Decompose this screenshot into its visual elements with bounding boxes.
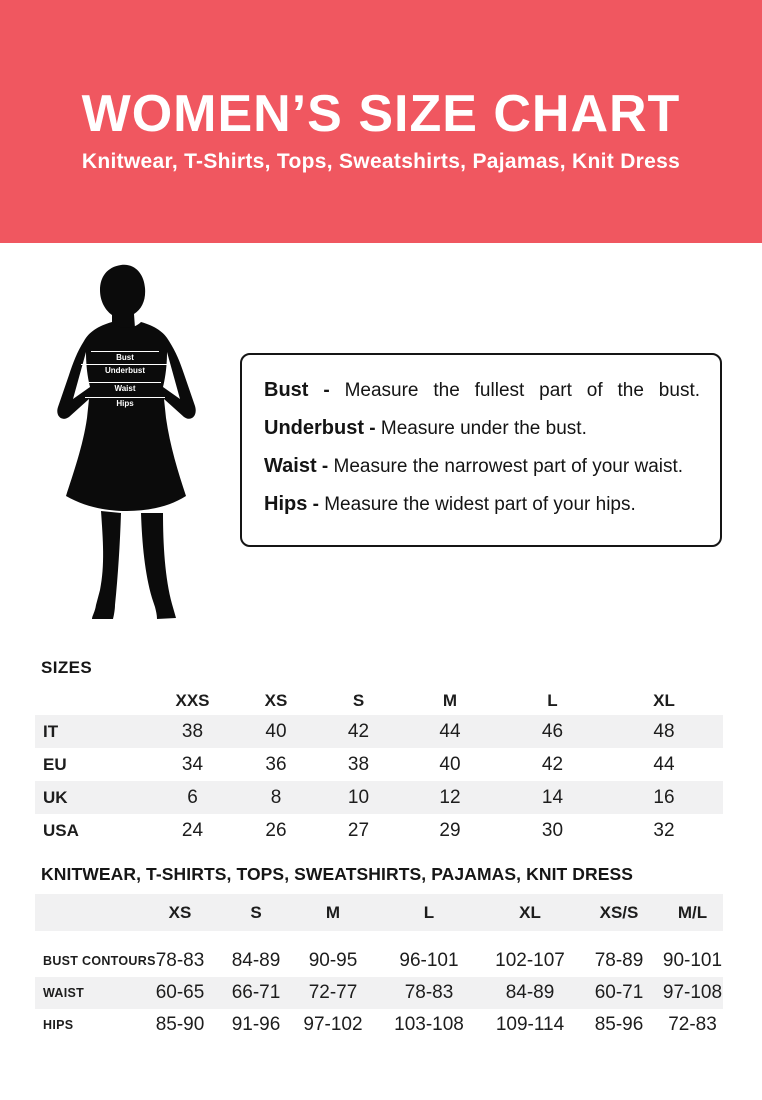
range-cell: 97-108 <box>662 982 723 1003</box>
range-cell: 85-96 <box>594 1014 644 1035</box>
table-row-it <box>35 715 723 748</box>
dash-separator: - <box>323 380 330 401</box>
sizes-header-row <box>35 687 723 715</box>
page-subtitle: Knitwear, T-Shirts, Tops, Sweatshirts, Pajamas, Knit Dress <box>81 149 681 173</box>
size-cell: 42 <box>541 753 564 775</box>
range-cell: 72-83 <box>668 1014 717 1035</box>
instruction-bust-term: Bust <box>264 379 309 401</box>
col-header: L <box>423 902 435 922</box>
col-header: XL <box>653 691 675 710</box>
row-label: EU <box>43 754 67 774</box>
size-cell: 38 <box>181 720 204 742</box>
instruction-bust-text: Measure the fullest part of the bust. <box>344 380 701 401</box>
row-label: BUST CONTOURS <box>43 954 156 968</box>
row-label: UK <box>43 787 68 807</box>
range-cell: 96-101 <box>399 950 459 971</box>
col-header: XS <box>264 691 288 710</box>
size-cell: 16 <box>653 786 675 808</box>
dash-separator: - <box>321 456 329 477</box>
size-cell: 44 <box>439 720 461 742</box>
row-label: USA <box>43 820 79 840</box>
instruction-hips-text: Measure the widest part of your hips. <box>324 494 636 515</box>
size-cell: 42 <box>347 720 370 742</box>
row-label: HIPS <box>43 1018 74 1032</box>
size-cell: 8 <box>270 786 282 808</box>
row-label: WAIST <box>43 986 85 1000</box>
figure-silhouette <box>45 260 225 622</box>
range-cell: 103-108 <box>394 1014 464 1035</box>
range-cell: 90-95 <box>308 950 358 971</box>
knitwear-heading: KNITWEAR, T-SHIRTS, TOPS, SWEATSHIRTS, PAJAMAS, KNIT DRESS <box>41 864 634 884</box>
col-header: M <box>442 691 458 710</box>
range-cell: 84-89 <box>231 950 281 971</box>
table-row-eu <box>35 748 723 781</box>
size-cell: 38 <box>347 753 370 775</box>
instruction-hips <box>264 493 700 516</box>
size-cell: 32 <box>653 819 675 841</box>
measurement-instructions-box <box>240 353 722 547</box>
range-cell: 72-77 <box>308 982 358 1003</box>
empty-cell <box>35 894 140 931</box>
range-cell: 85-90 <box>155 1014 205 1035</box>
woman-silhouette-image <box>45 260 225 622</box>
dash-separator: - <box>312 494 319 515</box>
header-banner <box>0 0 762 243</box>
col-header: XS/S <box>599 902 639 922</box>
range-cell: 97-102 <box>303 1014 363 1035</box>
col-header: XS <box>168 902 192 922</box>
empty-cell <box>35 687 150 715</box>
size-cell: 40 <box>439 753 461 775</box>
size-cell: 36 <box>265 753 287 775</box>
range-cell: 84-89 <box>505 982 555 1003</box>
size-cell: 14 <box>541 786 564 808</box>
size-cell: 40 <box>265 720 287 742</box>
spacer-row <box>35 931 723 945</box>
col-header: M <box>325 902 341 922</box>
instruction-underbust-term: Underbust <box>264 417 364 439</box>
size-cell: 46 <box>541 720 564 742</box>
size-cell: 12 <box>439 786 461 808</box>
range-cell: 60-65 <box>155 982 205 1003</box>
instruction-waist-term: Waist <box>264 455 317 477</box>
knitwear-section <box>35 864 723 1041</box>
col-header: M/L <box>677 902 708 922</box>
table-row-hips <box>35 1009 723 1041</box>
range-cell: 78-89 <box>594 950 644 971</box>
size-cell: 30 <box>541 819 564 841</box>
figure-label-bust: Bust <box>91 351 159 363</box>
col-header: XXS <box>175 691 210 710</box>
col-header: L <box>547 691 558 710</box>
range-cell: 102-107 <box>495 950 565 971</box>
table-row-bust-contours <box>35 945 723 977</box>
size-cell: 6 <box>187 786 198 808</box>
range-cell: 78-83 <box>404 982 454 1003</box>
range-cell: 66-71 <box>231 982 281 1003</box>
size-cell: 26 <box>265 819 287 841</box>
range-cell: 109-114 <box>495 1014 565 1035</box>
sizes-table <box>35 687 723 847</box>
row-label: IT <box>43 721 59 741</box>
size-cell: 34 <box>181 753 204 775</box>
col-header: S <box>250 902 262 922</box>
knitwear-table <box>35 894 723 1041</box>
table-row-waist <box>35 977 723 1009</box>
instruction-waist-text: Measure the narrowest part of your waist. <box>333 456 684 477</box>
instruction-waist <box>264 455 700 478</box>
figure-label-hips: Hips <box>85 397 165 409</box>
range-cell: 90-101 <box>662 950 723 971</box>
size-cell: 27 <box>347 819 370 841</box>
sizes-heading: SIZES <box>41 658 93 677</box>
table-row-uk <box>35 781 723 814</box>
figure-label-waist: Waist <box>89 382 161 394</box>
table-row-usa <box>35 814 723 847</box>
sizes-section <box>35 658 723 847</box>
range-cell: 60-71 <box>594 982 644 1003</box>
range-cell: 91-96 <box>231 1014 281 1035</box>
col-header: XL <box>519 902 541 922</box>
size-cell: 44 <box>653 753 675 775</box>
page-title: WOMEN’S SIZE CHART <box>81 85 681 144</box>
size-cell: 48 <box>653 720 675 742</box>
range-cell: 78-83 <box>155 950 205 971</box>
knitwear-header-row <box>35 894 723 931</box>
size-cell: 24 <box>181 819 204 841</box>
dash-separator: - <box>369 418 376 439</box>
size-cell: 29 <box>439 819 461 841</box>
figure-label-underbust: Underbust <box>81 364 169 376</box>
instruction-underbust-text: Measure under the bust. <box>380 418 587 439</box>
instruction-underbust <box>264 417 700 440</box>
instruction-hips-term: Hips <box>264 493 308 515</box>
col-header: S <box>352 691 365 710</box>
size-cell: 10 <box>347 786 370 808</box>
instruction-bust <box>264 379 700 402</box>
